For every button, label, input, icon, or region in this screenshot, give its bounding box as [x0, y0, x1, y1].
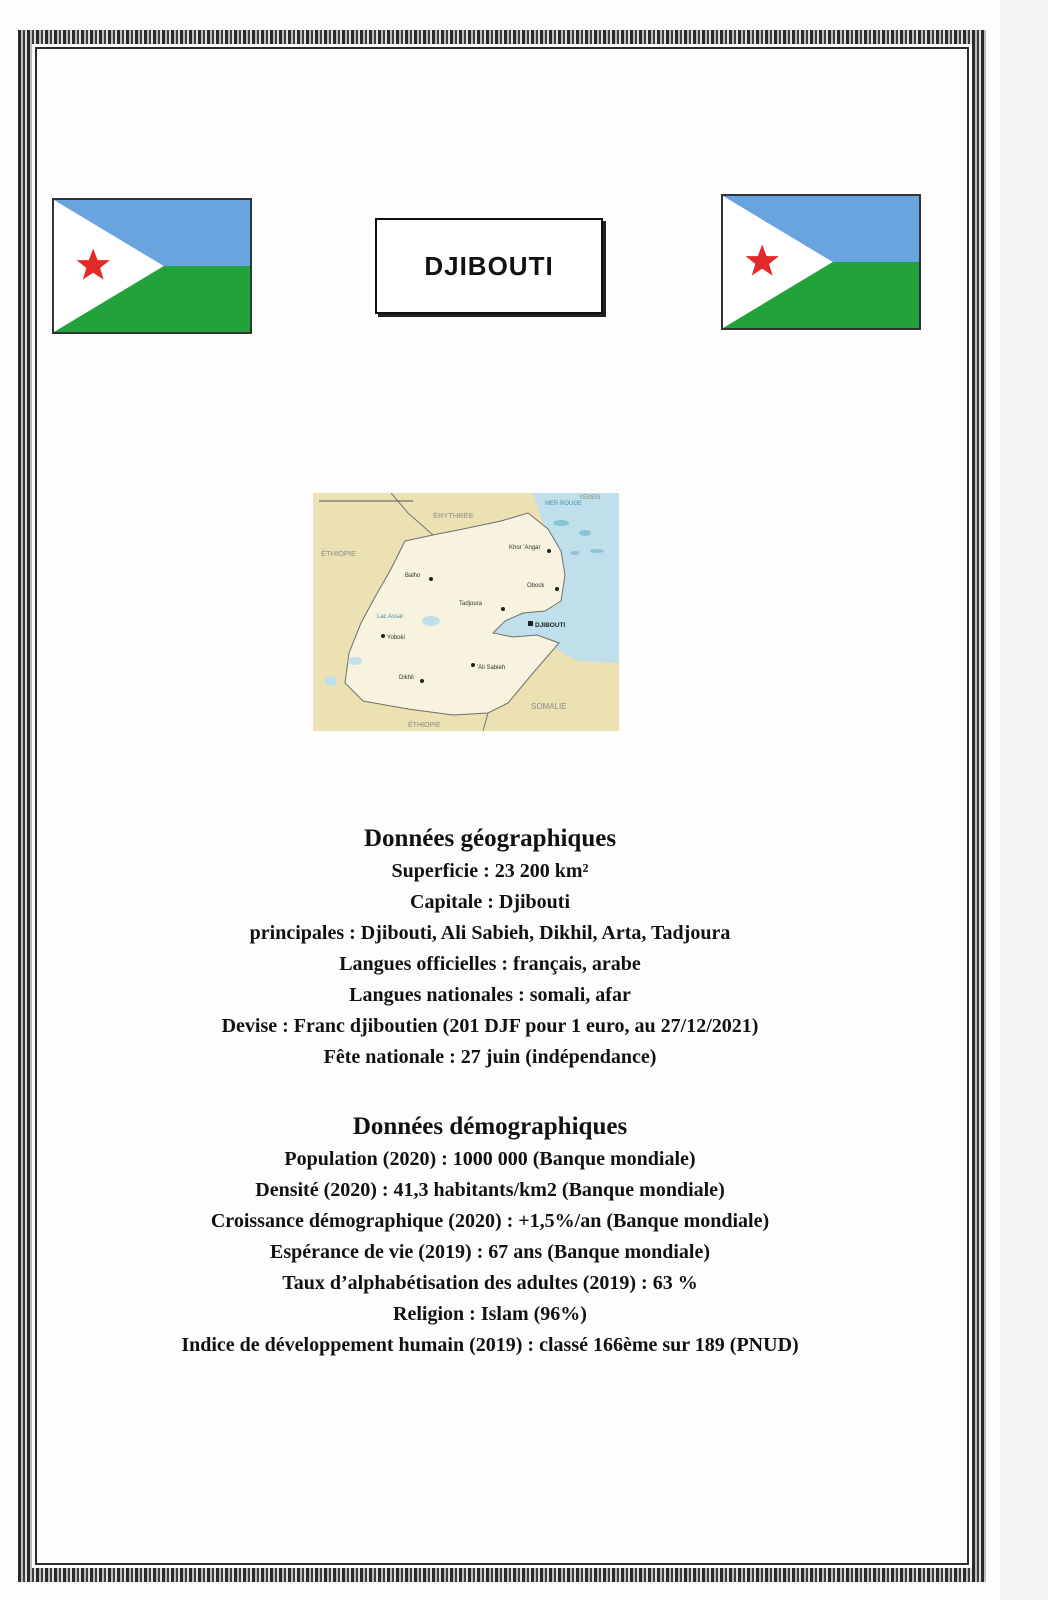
geo-line-national-languages: Langues nationales : somali, afar [349, 984, 631, 1006]
map-town: 'Ali Sabieh [477, 665, 506, 671]
map-town: Yoboki [387, 635, 405, 641]
geo-line-currency: Devise : Franc djiboutien (201 DJF pour 1 euro, au 27/12/2021) [221, 1015, 759, 1037]
map-label-lake: Lac Assal [377, 614, 403, 620]
geo-line-capital: Capitale : Djibouti [410, 891, 570, 913]
demo-line-population: Population (2020) : 1000 000 (Banque mondiale) [284, 1148, 696, 1170]
demo-line-growth: Croissance démographique (2020) : +1,5%/an (Banque mondiale) [210, 1210, 770, 1232]
map-label-somalia: SOMALIE [531, 702, 567, 711]
geo-line-official-languages: Langues officielles : français, arabe [339, 953, 641, 975]
flag-djibouti-left [52, 198, 252, 334]
map-label-ethiopia-s: ÉTHIOPIE [408, 722, 441, 729]
flag-djibouti-right [721, 194, 921, 330]
demo-line-life-expectancy: Espérance de vie (2019) : 67 ans (Banque mondiale) [270, 1241, 710, 1263]
map-djibouti [313, 493, 619, 731]
demography-section [140, 1110, 840, 1361]
demography-heading: Données démographiques [352, 1113, 628, 1140]
geo-line-cities: principales : Djibouti, Ali Sabieh, Dikhil, Arta, Tadjoura [249, 922, 731, 944]
demo-line-hdi: Indice de développement humain (2019) : classé 166ème sur 189 (PNUD) [181, 1334, 799, 1356]
geography-section [140, 822, 840, 1073]
map-town: Dikhil [399, 675, 414, 681]
map-label-ethiopia-nw: ÉTHIOPIE [321, 549, 357, 558]
page-title: DJIBOUTI [424, 250, 554, 281]
geo-line-national-day: Fête nationale : 27 juin (indépendance) [323, 1046, 657, 1068]
map-town: Balho [405, 573, 421, 579]
demo-line-literacy: Taux d’alphabétisation des adultes (2019) : 63 % [282, 1272, 698, 1294]
map-town: Khor 'Angar [509, 545, 541, 551]
map-town: Obock [527, 583, 545, 589]
demo-line-religion: Religion : Islam (96%) [393, 1303, 587, 1325]
title-box [375, 218, 603, 314]
map-label-capital: DJIBOUTI [535, 622, 566, 629]
map-label-eritrea: ÉRYTHRÉE [433, 511, 474, 520]
demo-line-density: Densité (2020) : 41,3 habitants/km2 (Banque mondiale) [255, 1179, 725, 1201]
map-label-sea: MER ROUGE [545, 501, 583, 507]
map-label-yemen: YÉMEN [579, 495, 601, 501]
map-town: Tadjoura [459, 601, 483, 607]
geography-heading: Données géographiques [363, 825, 617, 852]
geo-line-area: Superficie : 23 200 km² [391, 860, 589, 882]
